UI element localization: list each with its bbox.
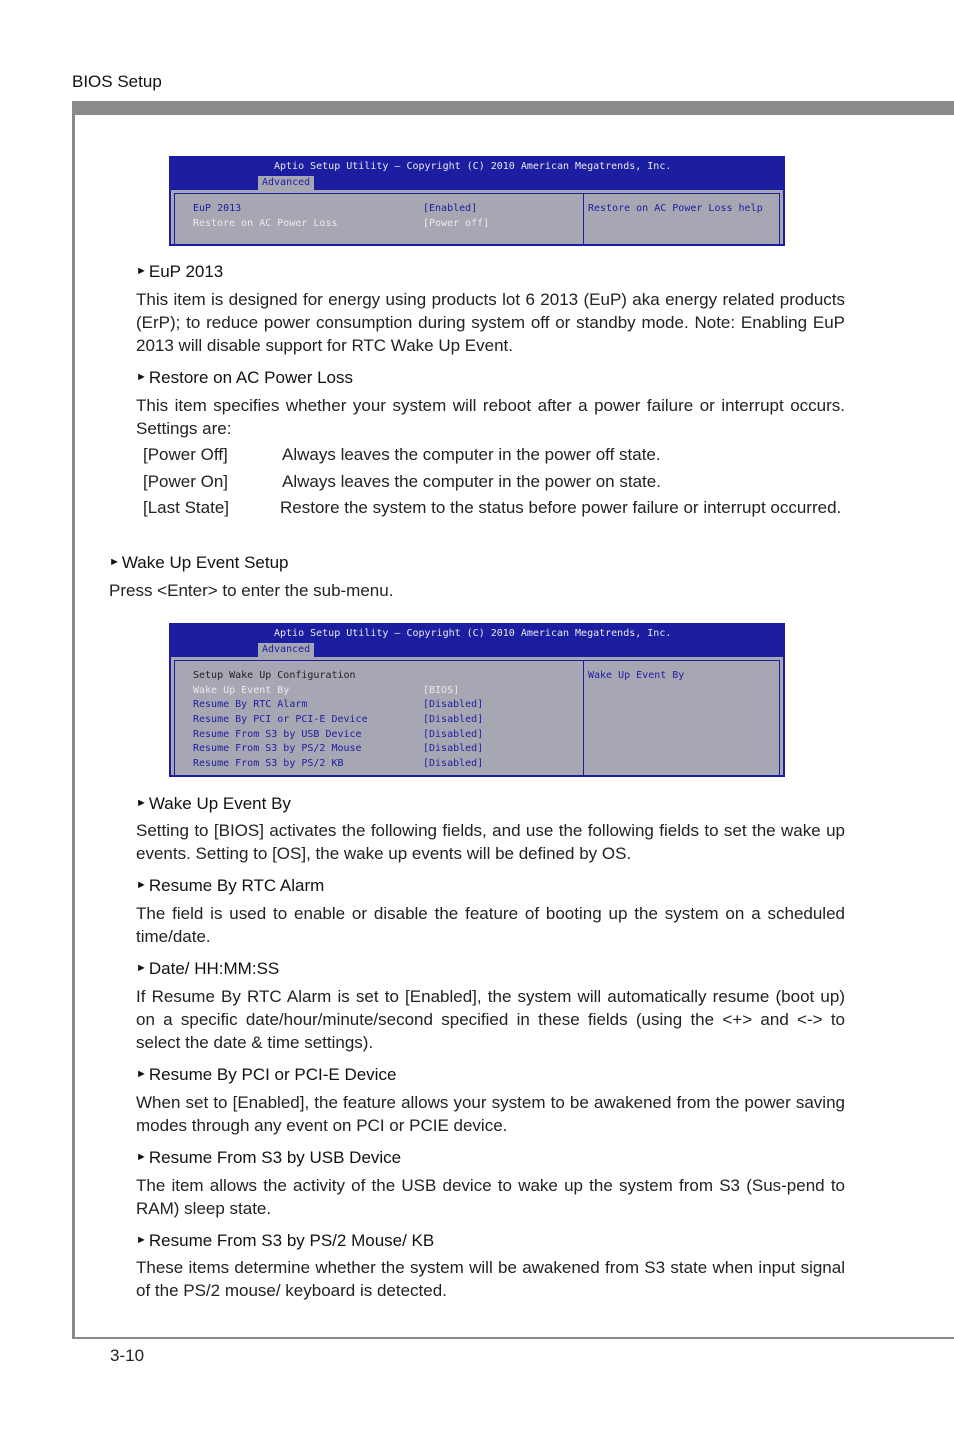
bios-value-wakeup-by[interactable]: [BIOS] [423,685,460,696]
text-wakeup-by: Setting to [BIOS] activates the following fields, and use the following fields to set the wake up events. Setting to [OS], the wake up events will be defined by OS. [136,821,845,863]
text-wakeup-setup: Press <Enter> to enter the sub-menu. [109,581,394,600]
bios-value-eup[interactable]: [Enabled] [423,203,478,214]
bios-item-eup[interactable]: EuP 2013 [193,203,242,214]
text-eup: This item is designed for energy using products lot 6 2013 (EuP) aka energy related products (ErP); to reduce power consumption during system off or standby mode. Note: Enabling EuP 2013 will disable support for RTC Wake Up Event. [136,290,845,355]
heading-wakeup-by: ► Wake Up Event By [136,794,291,813]
bios-value-ps2-kb[interactable]: [Disabled] [423,758,484,769]
heading-eup: ► EuP 2013 [136,262,224,281]
page-header-title: BIOS Setup [72,72,162,91]
text-pci: When set to [Enabled], the feature allows your system to be awakened from the power saving modes through any event on PCI or PCIE device. [136,1093,845,1135]
bios-header [169,623,785,657]
bios-item-rtc[interactable]: Resume By RTC Alarm [193,699,308,710]
bios-value-rtc[interactable]: [Disabled] [423,699,484,710]
text-usb: The item allows the activity of the USB device to wake up the system from S3 (Sus-pend to RAM) sleep state. [136,1176,845,1218]
bios-title: Aptio Setup Utility – Copyright (C) 2010 American Megatrends, Inc. [274,628,672,639]
tab-advanced[interactable]: Advanced [258,643,314,657]
left-rule [72,101,75,1339]
heading-restore: ► Restore on AC Power Loss [136,368,353,387]
bios-frame [174,660,780,775]
bios-item-ps2-kb[interactable]: Resume From S3 by PS/2 KB [193,758,344,769]
heading-pci: ► Resume By PCI or PCI-E Device [136,1065,397,1084]
heading-rtc: ► Resume By RTC Alarm [136,876,325,895]
bios-value-ps2-mouse[interactable]: [Disabled] [423,743,484,754]
bios-item-pci[interactable]: Resume By PCI or PCI-E Device [193,714,368,725]
heading-ps2: ► Resume From S3 by PS/2 Mouse/ KB [136,1231,435,1250]
page-number: 3-10 [110,1346,145,1365]
bios-item-wakeup-by[interactable]: Wake Up Event By [193,685,290,696]
tab-advanced[interactable]: Advanced [258,176,314,190]
bios-frame [174,193,780,244]
option-desc-power-on: Always leaves the computer in the power on state. [282,472,661,491]
bios-body [169,657,785,777]
bios-screen-wakeup [169,623,785,777]
bios-header [169,156,785,190]
bottom-rule [72,1337,954,1339]
bios-screen-power [169,156,785,246]
option-key-power-on: [Power On] [143,472,229,491]
bios-title: Aptio Setup Utility – Copyright (C) 2010 American Megatrends, Inc. [274,161,672,172]
text-rtc: The field is used to enable or disable the feature of booting up the system on a scheduled time/date. [136,904,845,946]
bios-help-text: Wake Up Event By [588,670,685,681]
text-restore: This item specifies whether your system will reboot after a power failure or interrupt occurs. Settings are: [136,396,845,438]
bios-value-usb[interactable]: [Disabled] [423,729,484,740]
bios-divider [583,194,584,244]
bios-item-restore[interactable]: Restore on AC Power Loss [193,218,338,229]
heading-date: ► Date/ HH:MM:SS [136,959,280,978]
bios-section-title: Setup Wake Up Configuration [193,670,356,681]
heading-usb: ► Resume From S3 by USB Device [136,1148,402,1167]
bios-value-pci[interactable]: [Disabled] [423,714,484,725]
bios-help-text: Restore on AC Power Loss help [588,203,763,214]
option-key-power-off: [Power Off] [143,445,228,464]
bios-value-restore[interactable]: [Power off] [423,218,490,229]
bios-item-usb[interactable]: Resume From S3 by USB Device [193,729,362,740]
heading-wakeup-setup: ► Wake Up Event Setup [109,553,289,572]
text-ps2: These items determine whether the system will be awakened from S3 state when input signal of the PS/2 mouse/ keyboard is detected. [136,1258,845,1300]
header-bar [72,101,954,115]
option-desc-power-off: Always leaves the computer in the power off state. [282,445,661,464]
option-key-last-state: [Last State] [143,498,229,517]
bios-body [169,190,785,246]
option-desc-last-state: Restore the system to the status before power failure or interrupt occurred. [280,498,842,517]
bios-divider [583,661,584,775]
bios-item-ps2-mouse[interactable]: Resume From S3 by PS/2 Mouse [193,743,362,754]
text-date: If Resume By RTC Alarm is set to [Enabled], the system will automatically resume (boot up) on a specific date/hour/minute/second specified in these fields (using the <+> and <-> to select the date & time settings). [136,987,845,1052]
